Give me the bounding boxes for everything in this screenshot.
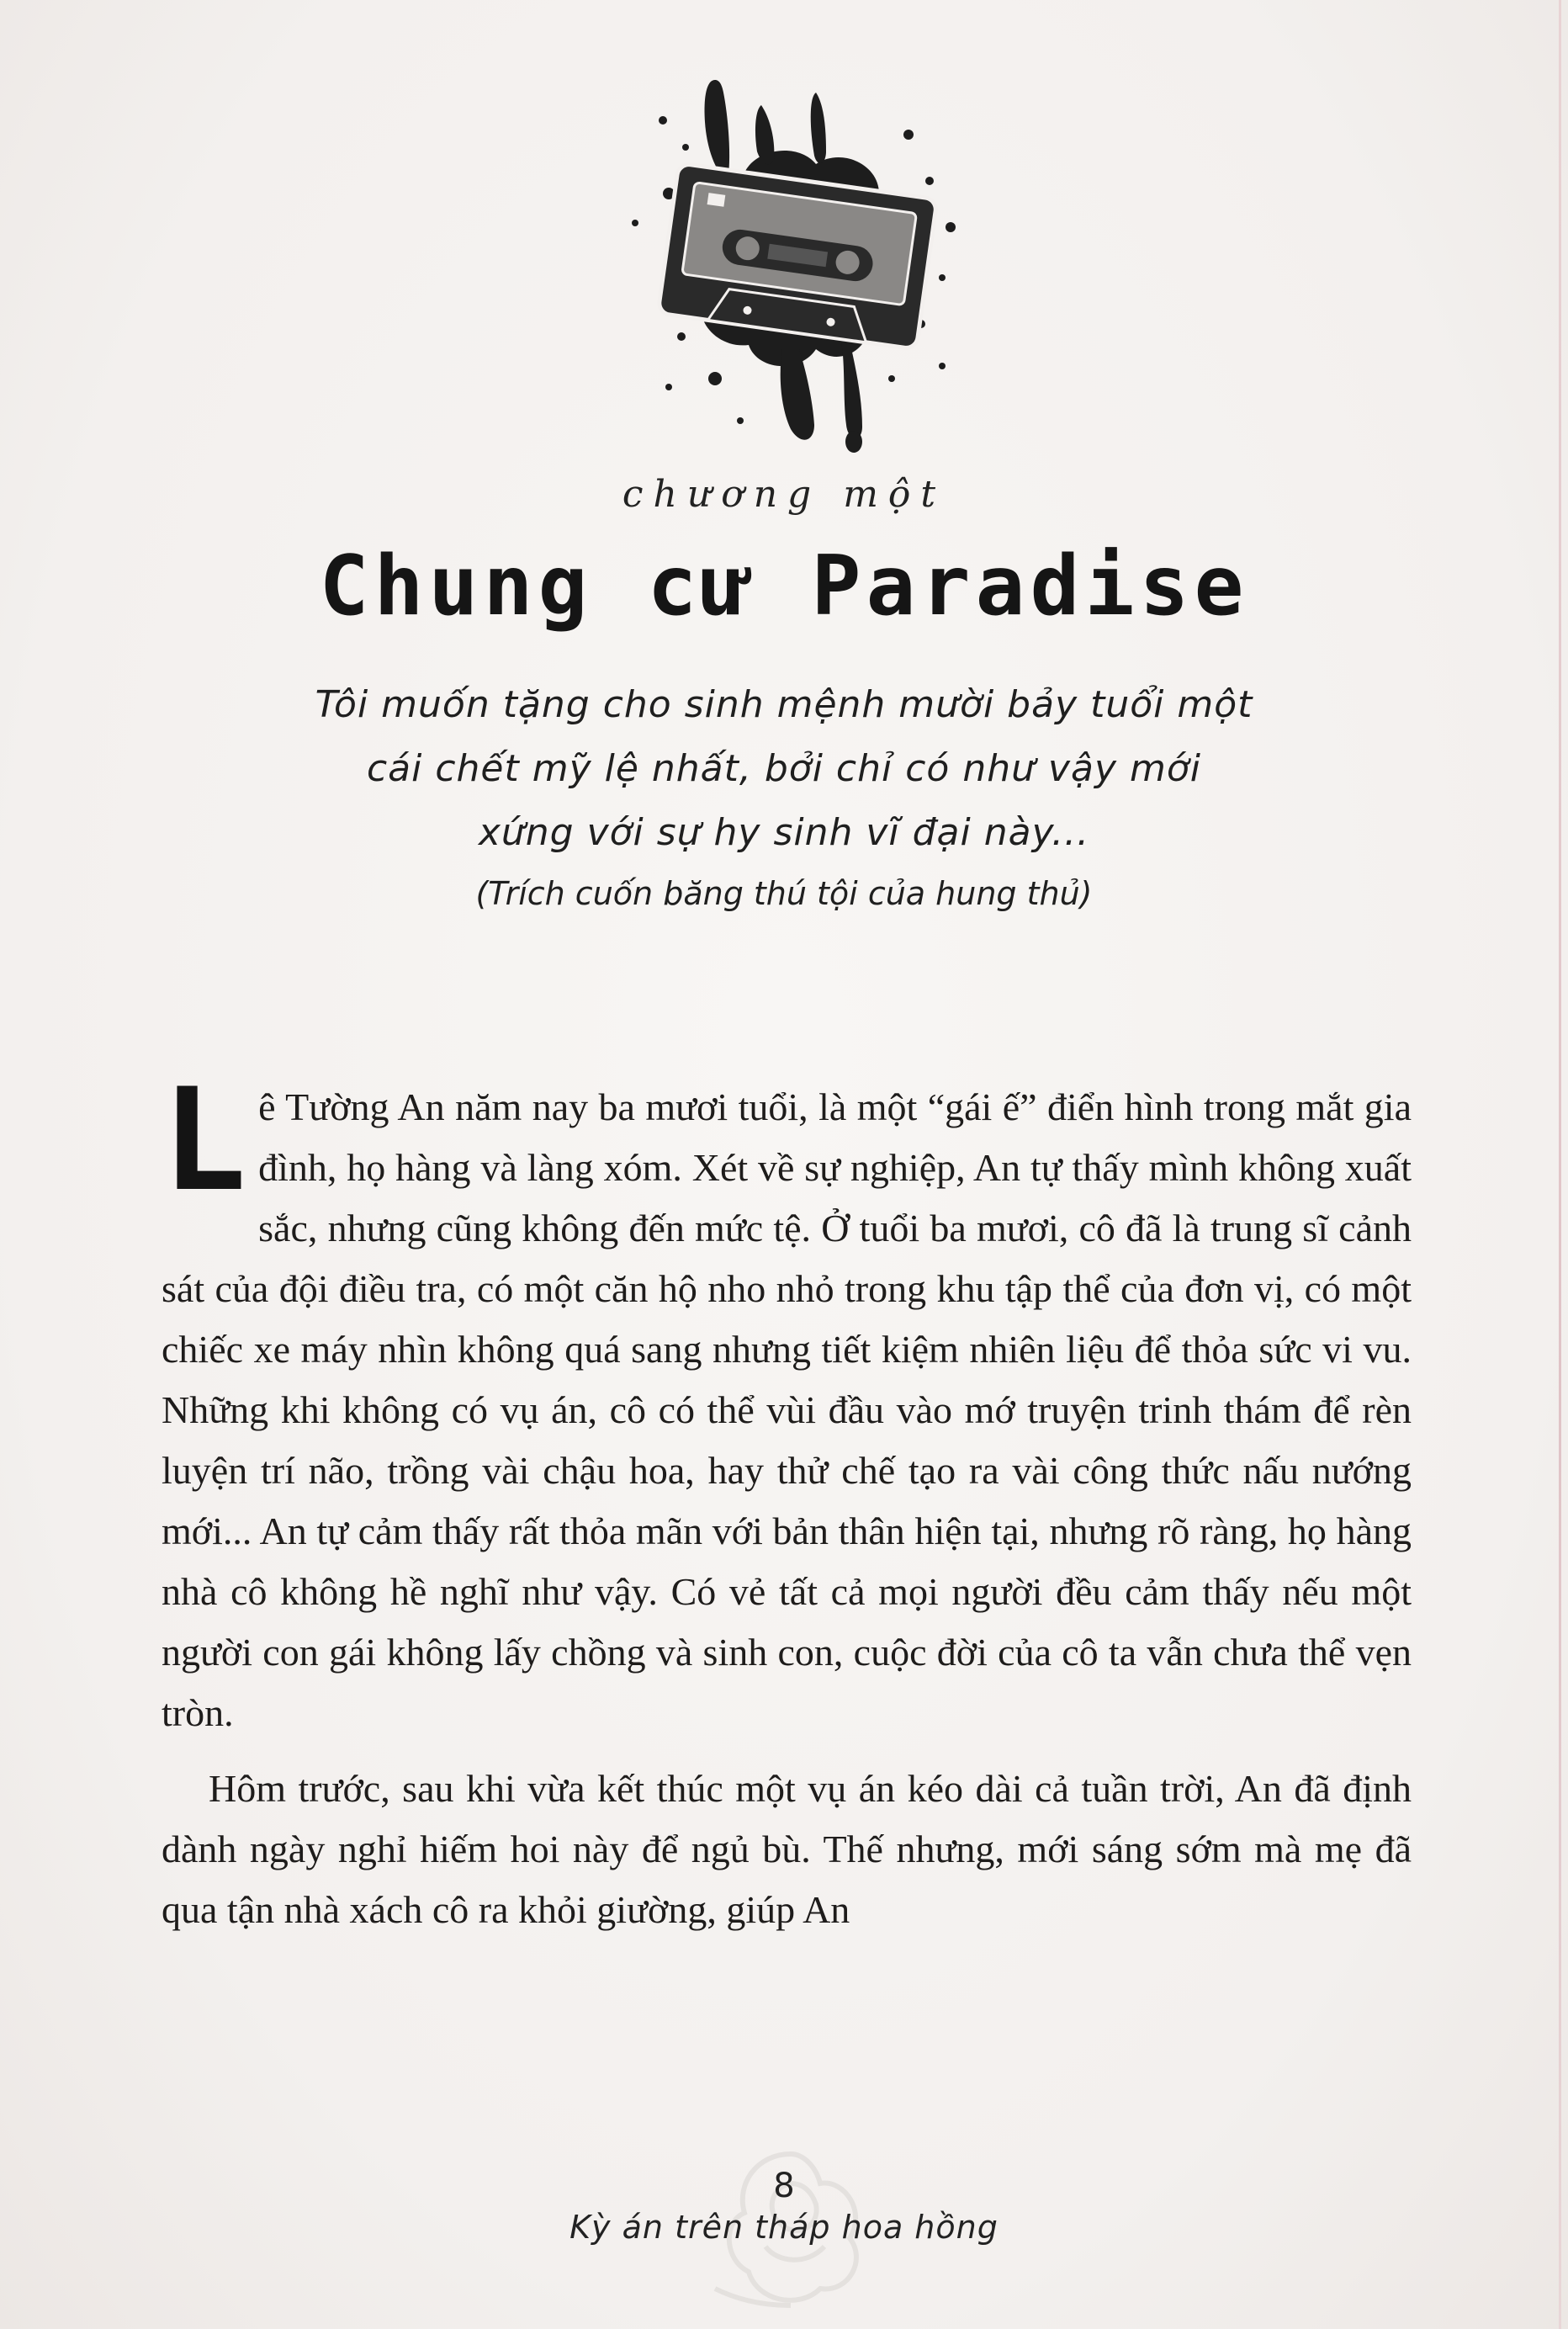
- running-footer-book-title: Kỳ án trên tháp hoa hồng: [569, 2209, 999, 2246]
- paragraph-text: ê Tường An năm nay ba mươi tuổi, là một “gái ế” điển hình trong mắt gia đình, họ hàng và làng xóm. Xét về sự nghiệp, An tự thấy mình không xuất sắc, nhưng cũng không đến mức tệ. Ở tuổi ba mươi, cô đã là trung sĩ cảnh sát của đội điều tra, có một căn hộ nho nhỏ trong khu tập thể của đơn vị, có một chiếc xe máy nhìn không quá sang nhưng tiết kiệm nhiên liệu để thỏa sức vi vu. Những khi không có vụ án, cô có thể vùi đầu vào mớ truyện trinh thám để rèn luyện trí não, trồng vài chậu hoa, hay thử chế tạo ra vài công thức nấu nướng mới... An tự cảm thấy rất thỏa mãn với bản thân hiện tại, nhưng rõ ràng, họ hàng nhà cô không hề nghĩ như vậy. Có vẻ tất cả mọi người đều cảm thấy nếu một người con gái không lấy chồng và sinh con, cuộc đời của cô ta vẫn chưa thể vẹn tròn.: [162, 1085, 1412, 1734]
- chapter-title: Chung cư Paradise: [319, 538, 1249, 634]
- body-paragraph: Hôm trước, sau khi vừa kết thúc một vụ án kéo dài cả tuần trời, An đã định dành ngày nghỉ hiếm hoi này để ngủ bù. Thế nhưng, mới sáng sớm mà mẹ đã qua tận nhà xách cô ra khỏi giường, giúp An: [162, 1767, 1412, 1931]
- page-edge: [1559, 0, 1561, 2329]
- epigraph-line: Tôi muốn tặng cho sinh mệnh mười bảy tuổi một: [315, 683, 1253, 726]
- drop-cap: L: [162, 1058, 247, 1223]
- epigraph-line: cái chết mỹ lệ nhất, bởi chỉ có như vậy mới: [366, 747, 1201, 790]
- chapter-body: [162, 1058, 1412, 1940]
- body-paragraph: [162, 1058, 1412, 1743]
- epigraph: [278, 673, 1290, 865]
- cassette-tape-ink-splash-icon: [589, 46, 976, 475]
- epigraph-line: xứng với sự hy sinh vĩ đại này...: [478, 811, 1090, 854]
- epigraph-source: (Trích cuốn băng thú tội của hung thủ): [475, 875, 1093, 912]
- page-number: 8: [773, 2167, 795, 2205]
- chapter-label: chương một: [622, 473, 946, 516]
